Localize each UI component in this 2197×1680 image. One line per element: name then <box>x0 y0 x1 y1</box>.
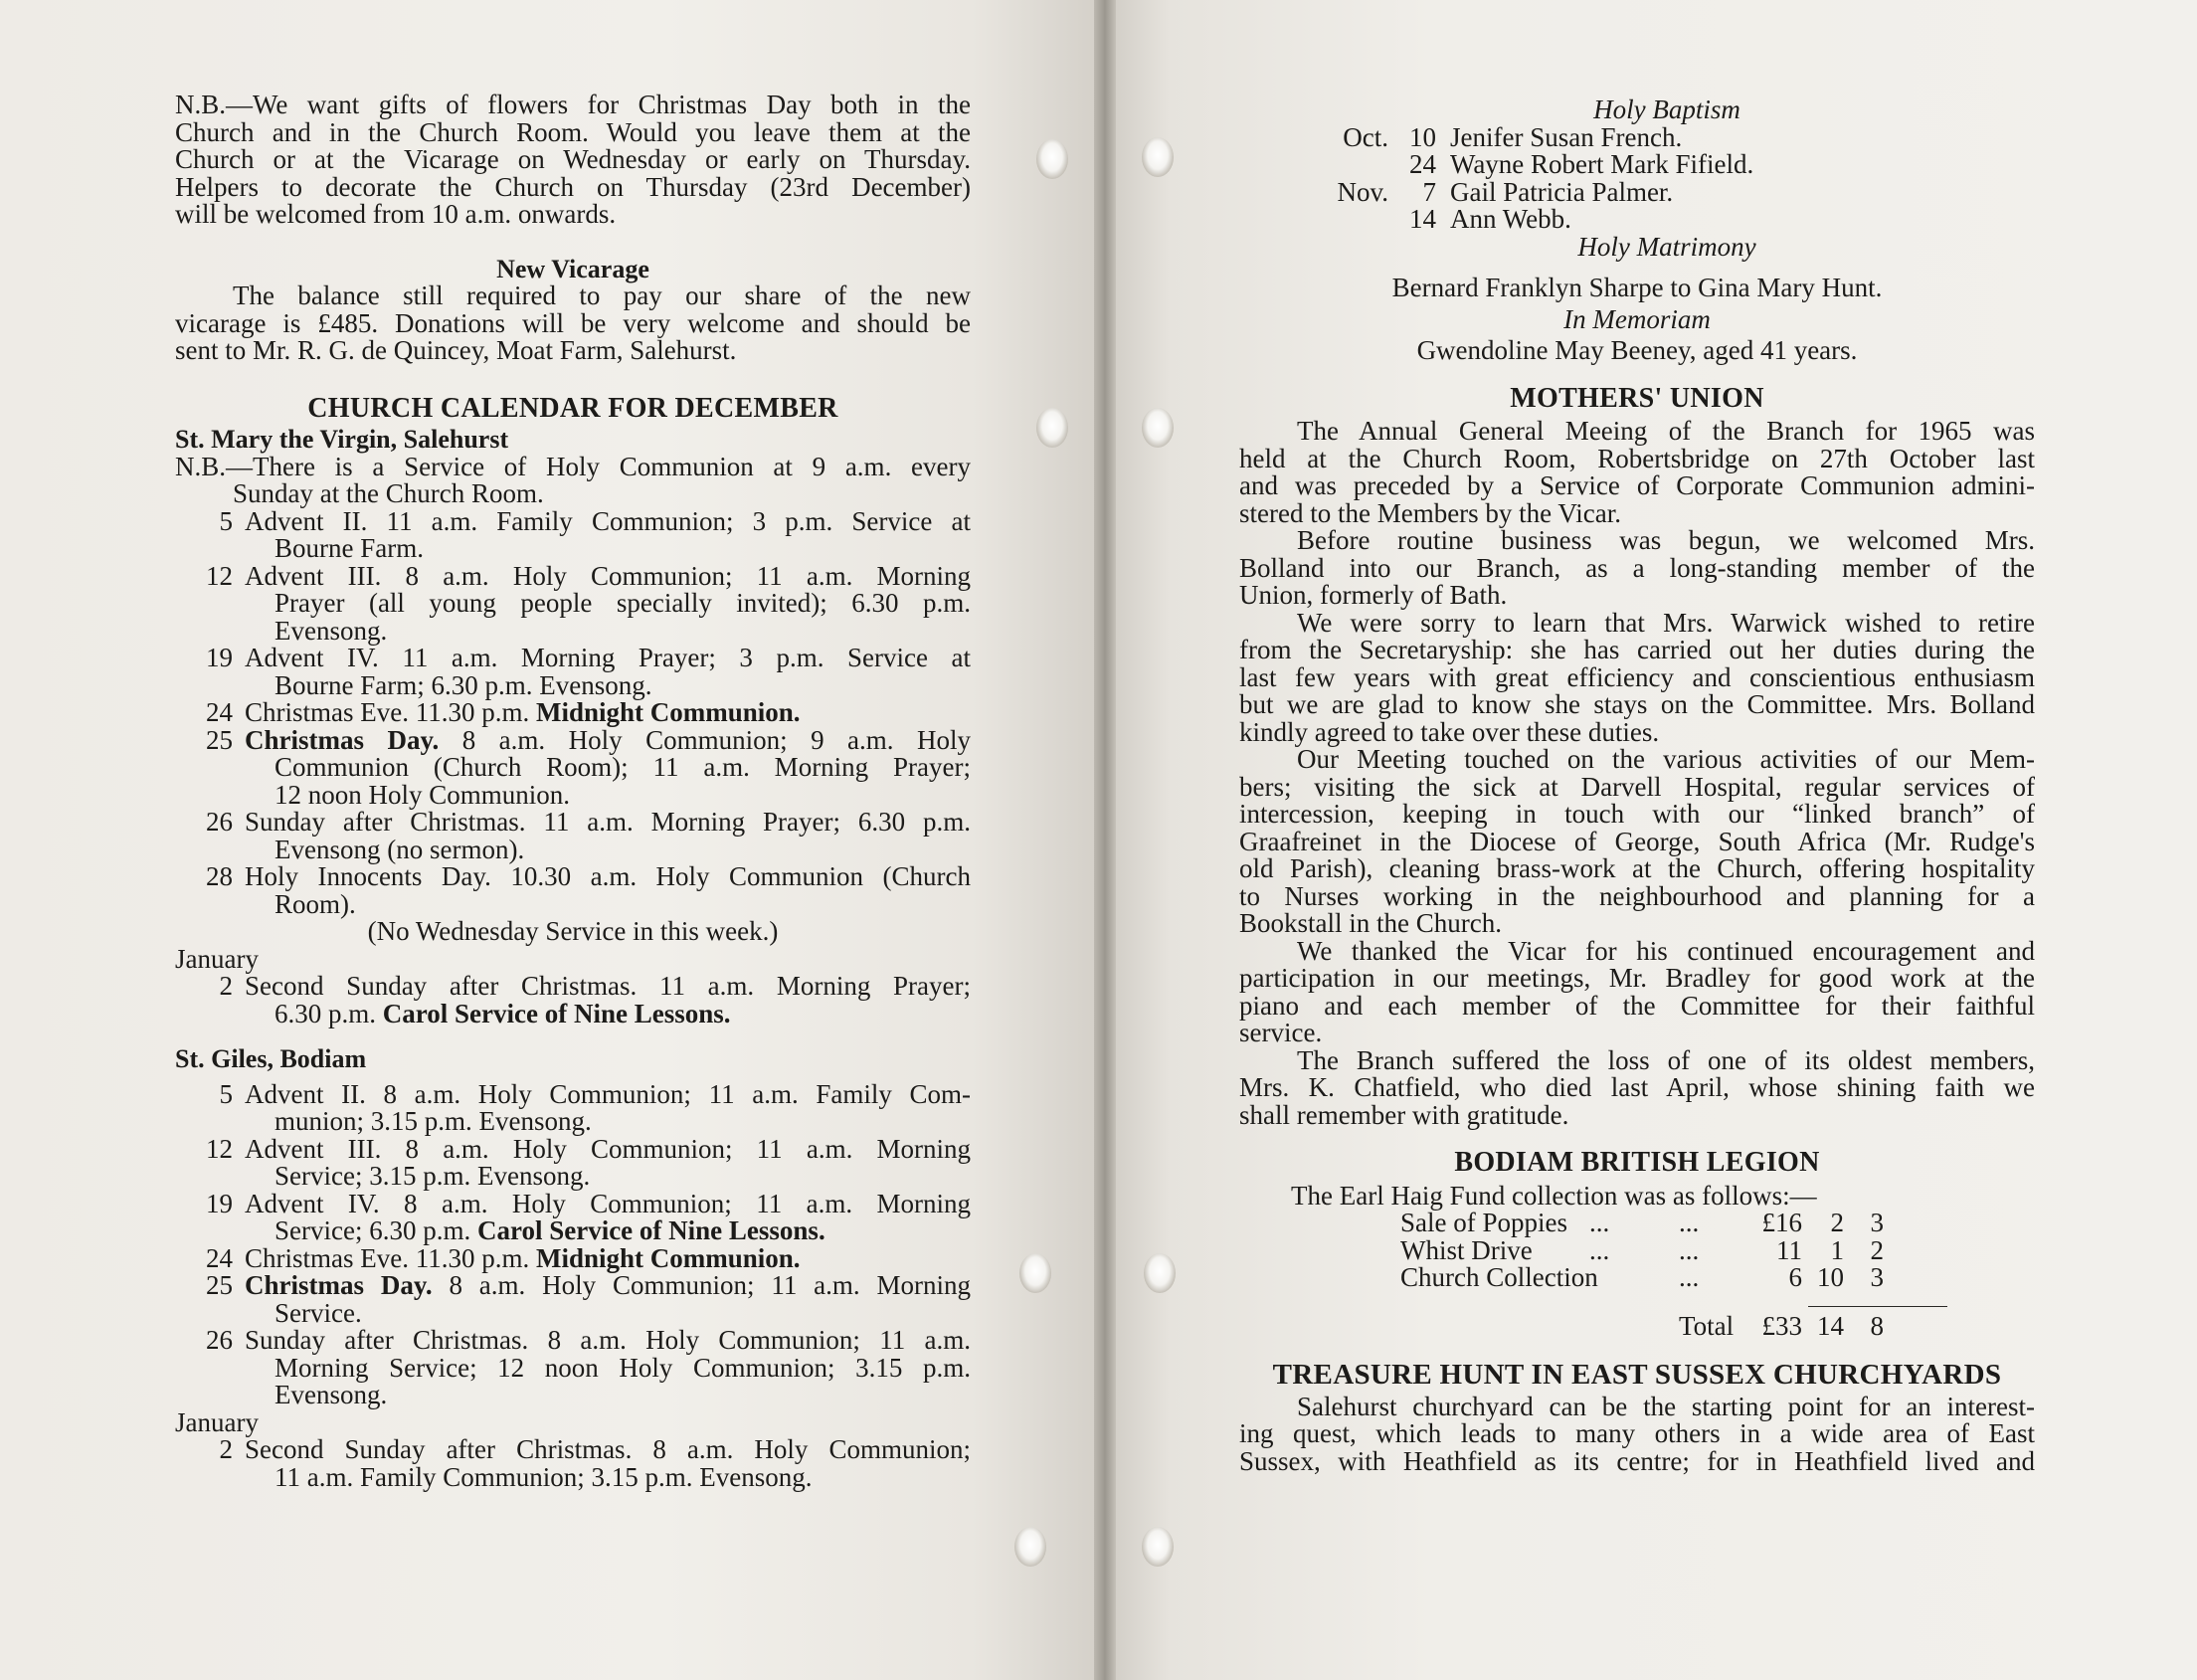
right-column <box>1239 96 2035 1475</box>
text-line: N.B.—There is a Service of Holy Communion at 9 a.m. every <box>175 451 971 481</box>
text-line: Graafreinet in the Diocese of George, South Africa (Mr. Rudge's <box>1239 826 2035 856</box>
text-line: The balance still required to pay our share of the new <box>233 280 971 310</box>
text-line: 11 a.m. Family Communion; 3.15 p.m. Evensong. <box>275 1461 813 1492</box>
text-line: Advent II. 8 a.m. Holy Communion; 11 a.m. Family Com- <box>245 1078 971 1109</box>
baptism-list <box>1239 121 2035 234</box>
leader-dots: ... <box>1589 1234 1610 1265</box>
january-label: January <box>175 943 259 974</box>
text-line: Sunday after Christmas. 11 a.m. Morning Prayer; 6.30 p.m. <box>245 807 971 837</box>
amount-pence: 2 <box>1870 1234 1884 1265</box>
text-line: Our Meeting touched on the various activities of our Mem- <box>1297 744 2035 774</box>
text-line: Salehurst churchyard can be the starting point for an interest- <box>1297 1391 2035 1421</box>
account-label: Whist Drive <box>1400 1234 1533 1265</box>
calendar-entry <box>175 863 971 918</box>
text-line: intercession, keeping in touch with our “linked branch” of <box>1239 799 2035 829</box>
calendar-entry <box>175 1272 971 1327</box>
total-pence: 8 <box>1870 1310 1884 1341</box>
binder-hole <box>1144 1253 1176 1293</box>
text-line: Helpers to decorate the Church on Thursday (23rd December) <box>175 171 971 202</box>
text-line: Sussex, with Heathfield as its centre; for in Heathfield lived and <box>1239 1445 2035 1476</box>
text-line: ing quest, which leads to many others in a wide area of East <box>1239 1418 2035 1448</box>
total-shillings: 14 <box>1817 1310 1844 1341</box>
entry-day: 5 <box>219 505 233 536</box>
baptism-day: 10 <box>1409 121 1436 152</box>
amount-pounds: £16 <box>1761 1208 1802 1237</box>
memoriam-heading: In Memoriam <box>1563 303 1711 334</box>
calendar-entry <box>175 809 971 863</box>
total-rule <box>1808 1306 1947 1307</box>
amount-pounds: 11 <box>1776 1234 1802 1265</box>
calendar-entry <box>175 1436 971 1491</box>
entry-day: 24 <box>206 1242 233 1273</box>
text-line: service. <box>1239 1018 1323 1047</box>
amount-shillings: 1 <box>1830 1234 1844 1265</box>
binder-hole <box>1014 1527 1046 1567</box>
no-wednesday-note: (No Wednesday Service in this week.) <box>367 916 779 946</box>
text-line: Bolland into our Branch, as a long-standing member of the <box>1239 552 2035 583</box>
calendar-entry <box>175 973 971 1027</box>
text-line: shall remember with gratitude. <box>1239 1099 1569 1130</box>
amount-pence: 3 <box>1870 1262 1884 1292</box>
calendar-entry <box>175 724 971 810</box>
entry-day: 19 <box>206 643 233 672</box>
text-line: 12 noon Holy Communion. <box>275 779 571 810</box>
text-line: 8 a.m. Holy Communion; 9 a.m. Holy <box>439 724 971 755</box>
entry-day: 24 <box>206 697 233 727</box>
binder-hole <box>1142 1527 1174 1567</box>
text-line: vicarage is £485. Donations will be very welcome and should be <box>175 307 971 338</box>
entry-day: 19 <box>206 1188 233 1218</box>
baptism-entry <box>1239 206 2035 234</box>
text-line: Christmas Eve. 11.30 p.m. <box>245 697 536 727</box>
account-label: Church Collection <box>1400 1262 1598 1292</box>
baptism-name: Gail Patricia Palmer. <box>1450 176 1674 207</box>
bold-text: Midnight Communion. <box>535 697 801 727</box>
salehurst-heading: St. Mary the Virgin, Salehurst <box>175 425 509 454</box>
text-line: sent to Mr. R. G. de Quincey, Moat Farm, Salehurst. <box>175 335 737 365</box>
baptism-heading: Holy Baptism <box>1593 94 1740 124</box>
binder-hole <box>1036 139 1068 179</box>
text-line: Bookstall in the Church. <box>1239 908 1502 938</box>
text-line: stered to the Members by the Vicar. <box>1239 497 1622 528</box>
text-line: and was preceded by a Service of Corporate Communion admini- <box>1239 470 2035 500</box>
entry-day: 2 <box>219 971 233 1001</box>
baptism-name: Wayne Robert Mark Fifield. <box>1450 149 1754 179</box>
treasure-hunt-heading: TREASURE HUNT IN EAST SUSSEX CHURCHYARDS <box>1272 1359 2002 1391</box>
text-line: Prayer (all young people specially invited); 6.30 p.m. <box>275 588 971 618</box>
bold-text: Christmas Day. <box>245 1270 433 1300</box>
bodiam-heading: St. Giles, Bodiam <box>175 1044 367 1073</box>
leader-dots: ... <box>1589 1208 1610 1237</box>
baptism-name: Jenifer Susan French. <box>1450 121 1683 152</box>
binder-hole <box>1036 408 1068 448</box>
entry-day: 12 <box>206 1133 233 1164</box>
entry-day: 26 <box>206 1325 233 1355</box>
baptism-day: 14 <box>1409 204 1436 234</box>
leader-dots: ... <box>1679 1262 1700 1292</box>
text-line: old Parish), cleaning brass-work at the Church, offering hospitality <box>1239 853 2035 883</box>
mothers-union-heading: MOTHERS' UNION <box>1510 382 1764 414</box>
entry-day: 5 <box>219 1078 233 1109</box>
text-line: Mrs. K. Chatfield, who died last April, whose shining faith we <box>1239 1072 2035 1102</box>
baptism-entry <box>1239 151 2035 179</box>
calendar-entry <box>175 645 971 699</box>
account-total-row <box>1400 1310 2035 1341</box>
total-pounds: £33 <box>1761 1310 1802 1341</box>
text-line: Advent IV. 11 a.m. Morning Prayer; 3 p.m. Service at <box>245 643 971 672</box>
text-line: N.B.—We want gifts of flowers for Christmas Day both in the <box>175 90 971 119</box>
text-line: Room). <box>275 888 356 919</box>
salehurst-nb <box>175 451 971 508</box>
baptism-entry <box>1239 176 2035 207</box>
calendar-entry <box>175 1327 971 1409</box>
text-line: The Branch suffered the loss of one of its oldest members, <box>1297 1044 2035 1075</box>
text-line: We thanked the Vicar for his continued encouragement and <box>1297 935 2035 966</box>
account-row <box>1400 1210 2035 1237</box>
baptism-name: Ann Webb. <box>1450 204 1571 234</box>
left-column <box>175 92 971 1491</box>
text-line: Morning Service; 12 noon Holy Communion; 3.15 p.m. <box>275 1352 971 1383</box>
amount-shillings: 2 <box>1830 1208 1844 1237</box>
matrimony-entry: Bernard Franklyn Sharpe to Gina Mary Hunt. <box>1391 273 1883 302</box>
text-line: from the Secretaryship: she has carried out her duties during the <box>1239 635 2035 664</box>
text-line: Union, formerly of Bath. <box>1239 580 1508 610</box>
total-label: Total <box>1679 1310 1735 1341</box>
text-line: held at the Church Room, Robertsbridge on 27th October last <box>1239 443 2035 473</box>
bold-text: Carol Service of Nine Lessons. <box>476 1215 825 1245</box>
bold-text: Christmas Day. <box>245 724 440 755</box>
calendar-entry <box>175 1078 971 1136</box>
baptism-day: 24 <box>1409 149 1436 179</box>
text-line: Church or at the Vicarage on Wednesday or early on Thursday. <box>175 144 971 174</box>
leader-dots <box>1649 1264 1679 1292</box>
text-line: Church and in the Church Room. Would you leave them at the <box>175 116 971 147</box>
text-line: 6.30 p.m. <box>275 998 383 1028</box>
text-line: Service; 6.30 p.m. <box>275 1215 477 1245</box>
flowers-notice <box>175 92 971 229</box>
mothers-union-report <box>1239 418 2035 1129</box>
text-line: Evensong (no sermon). <box>275 834 525 864</box>
text-line: Evensong. <box>275 615 388 646</box>
binder-hole <box>1142 137 1174 177</box>
baptism-month <box>1239 206 1388 234</box>
treasure-hunt-text <box>1239 1391 2035 1476</box>
text-line: Communion (Church Room); 11 a.m. Morning Prayer; <box>275 752 971 782</box>
memoriam-entry: Gwendoline May Beeney, aged 41 years. <box>1416 335 1858 365</box>
amount-pence: 3 <box>1870 1208 1884 1237</box>
text-line: last few years with great efficiency and conscientious enthusiasm <box>1239 661 2035 692</box>
account-row <box>1400 1264 2035 1292</box>
vicarage-heading: New Vicarage <box>496 254 649 283</box>
text-line: Advent II. 11 a.m. Family Communion; 3 p.m. Service at <box>245 505 971 536</box>
bold-text: Carol Service of Nine Lessons. <box>382 998 731 1028</box>
text-line: Bourne Farm. <box>275 533 424 563</box>
text-line: Holy Innocents Day. 10.30 a.m. Holy Communion (Church <box>245 861 971 891</box>
text-line: participation in our meetings, Mr. Bradley for good work at the <box>1239 963 2035 993</box>
text-line: bers; visiting the sick at Darvell Hospital, regular services of <box>1239 771 2035 802</box>
text-line: Second Sunday after Christmas. 8 a.m. Holy Communion; <box>245 1434 971 1464</box>
calendar-entry <box>175 560 971 646</box>
text-line: to Nurses working in the neighbourhood and planning for a <box>1239 880 2035 911</box>
legion-accounts <box>1239 1210 2035 1340</box>
text-line: but we are glad to know she stays on the Committee. Mrs. Bolland <box>1239 689 2035 719</box>
baptism-day: 7 <box>1422 176 1436 207</box>
text-line: Sunday at the Church Room. <box>233 478 544 508</box>
text-line: piano and each member of the Committee for their faithful <box>1239 990 2035 1021</box>
text-line: We were sorry to learn that Mrs. Warwick wished to retire <box>1297 607 2035 638</box>
entry-day: 26 <box>206 807 233 837</box>
leader-dots: ... <box>1679 1234 1700 1265</box>
amount-shillings: 10 <box>1817 1262 1844 1292</box>
binder-hole <box>1142 408 1174 448</box>
baptism-month <box>1239 151 1388 179</box>
text-line: Second Sunday after Christmas. 11 a.m. Morning Prayer; <box>245 971 971 1001</box>
text-line: Advent III. 8 a.m. Holy Communion; 11 a.m. Morning <box>245 1133 971 1164</box>
baptism-month: Nov. <box>1337 176 1388 207</box>
calendar-entry <box>175 1133 971 1191</box>
text-line: will be welcomed from 10 a.m. onwards. <box>175 199 617 229</box>
account-row <box>1400 1234 2035 1265</box>
entry-day: 2 <box>219 1434 233 1464</box>
legion-heading: BODIAM BRITISH LEGION <box>1454 1147 1820 1178</box>
january-label: January <box>175 1406 259 1437</box>
baptism-month: Oct. <box>1343 121 1388 152</box>
text-line: 8 a.m. Holy Communion; 11 a.m. Morning <box>432 1270 971 1300</box>
calendar-entry <box>175 699 971 727</box>
legion-intro: The Earl Haig Fund collection was as follows:— <box>1291 1180 1817 1211</box>
text-line: munion; 3.15 p.m. Evensong. <box>275 1106 592 1136</box>
leader-dots: ... <box>1679 1208 1700 1237</box>
text-line: Evensong. <box>275 1380 388 1409</box>
calendar-entry <box>175 505 971 563</box>
text-line: Before routine business was begun, we welcomed Mrs. <box>1297 525 2035 555</box>
matrimony-heading: Holy Matrimony <box>1577 231 1756 262</box>
calendar-heading: CHURCH CALENDAR FOR DECEMBER <box>307 392 838 424</box>
baptism-entry <box>1239 121 2035 152</box>
account-label: Sale of Poppies <box>1400 1208 1567 1237</box>
text-line: Sunday after Christmas. 8 a.m. Holy Communion; 11 a.m. <box>245 1325 971 1355</box>
calendar-entry <box>175 1242 971 1273</box>
salehurst-calendar <box>175 505 971 919</box>
bodiam-calendar <box>175 1078 971 1409</box>
entry-day: 12 <box>206 560 233 591</box>
binding-gutter <box>1094 0 1116 1680</box>
text-line: Advent III. 8 a.m. Holy Communion; 11 a.m. Morning <box>245 560 971 591</box>
text-line: Bourne Farm; 6.30 p.m. Evensong. <box>275 669 652 700</box>
entry-day: 25 <box>206 1270 233 1300</box>
text-line: Advent IV. 8 a.m. Holy Communion; 11 a.m. Morning <box>245 1188 971 1218</box>
entry-day: 25 <box>206 724 233 755</box>
text-line: kindly agreed to take over these duties. <box>1239 716 1660 747</box>
entry-day: 28 <box>206 861 233 891</box>
text-line: The Annual General Meeing of the Branch for 1965 was <box>1297 416 2035 446</box>
amount-pounds: 6 <box>1788 1262 1802 1292</box>
calendar-entry <box>175 1188 971 1245</box>
vicarage-text <box>175 282 971 365</box>
text-line: Service; 3.15 p.m. Evensong. <box>275 1161 591 1191</box>
text-line: Service. <box>275 1297 362 1328</box>
bold-text: Midnight Communion. <box>535 1242 801 1273</box>
text-line: Christmas Eve. 11.30 p.m. <box>245 1242 536 1273</box>
binder-hole <box>1019 1253 1051 1293</box>
